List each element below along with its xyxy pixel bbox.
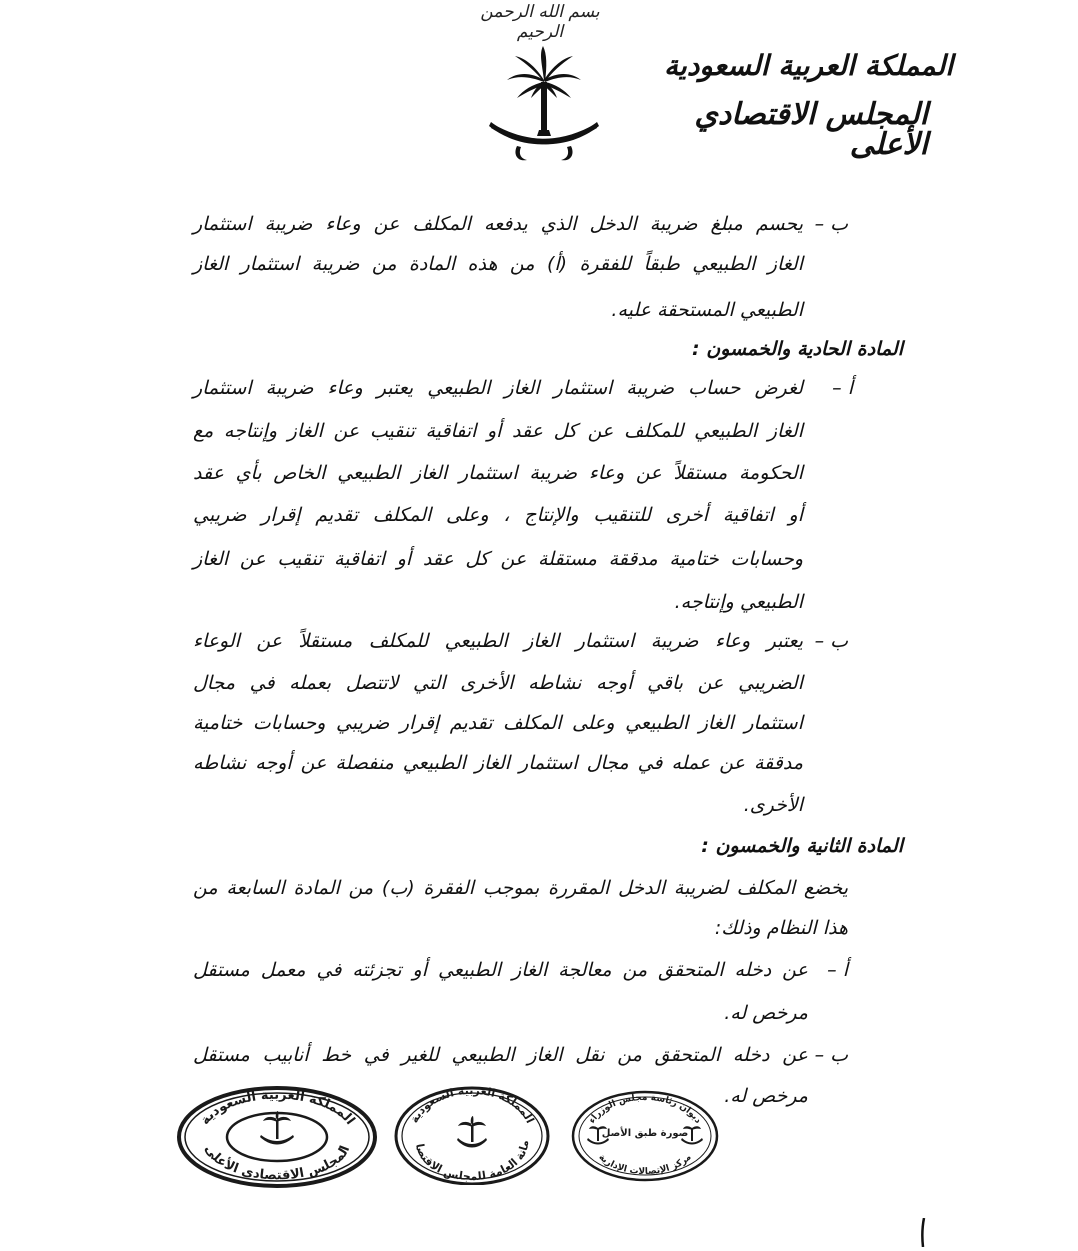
text-line: مدققة عن عمله في مجال استثمار الغاز الطبيعي منفصلة عن أوجه نشاطه [193,752,803,774]
text-line: الحكومة مستقلاً عن وعاء ضريبة استثمار الغاز الطبيعي الخاص بأي عقد [193,462,803,484]
seal-bottom-text: المجلس الاقتصادي الأعلى [201,1142,354,1184]
seal-middle-text: صورة طبق الأصل [601,1128,689,1139]
seal-top-text: المملكة العربية السعودية [197,1087,358,1128]
seal-bottom-text: مركز الإتصالات الإدارية [596,1152,694,1178]
text-line: عن دخله المتحقق من معالجة الغاز الطبيعي أو تجزئته في معمل مستقل [193,959,808,981]
text-line: أو اتفاقية أخرى للتنقيب والإنتاج ، وعلى المكلف تقديم إقرار ضريبي [193,504,803,526]
text-line: الطبيعي وإنتاجه. [674,591,803,613]
paragraph-marker: ب – [814,213,848,235]
article-51-heading: المادة الحادية والخمسون : [692,338,903,360]
text-line: يعتبر وعاء ضريبة استثمار الغاز الطبيعي للمكلف مستقلاً عن الوعاء [193,630,803,652]
text-line: يخضع المكلف لضريبة الدخل المقررة بموجب الفقرة (ب) من المادة السابعة من [193,877,848,899]
seal-top-text: المملكة العربية السعودية [407,1083,537,1126]
seal-council-of-ministers-diwan [570,1088,720,1187]
margin-mark [920,1218,928,1247]
palm-and-crossed-swords-emblem-icon [487,42,602,167]
paragraph-marker: أ – [832,377,853,399]
council-title: المجلس الاقتصادي الأعلى [694,97,928,162]
article-52-heading: المادة الثانية والخمسون : [701,835,903,857]
text-line: عن دخله المتحقق من نقل الغاز الطبيعي للغير في خط أنابيب مستقل [193,1044,808,1066]
paragraph-marker: ب – [814,630,848,652]
seal-general-secretariat [392,1080,552,1189]
text-line: استثمار الغاز الطبيعي وعلى المكلف تقديم إقرار ضريبي وحسابات ختامية [193,712,804,734]
paragraph-marker: أ – [827,959,848,981]
paragraph-marker: ب – [814,1044,848,1066]
text-line: مرخص له. [724,1002,808,1024]
seal-supreme-economic-council [175,1085,380,1194]
seal-bottom-text: مانة العامة للمجلس الاقتصادي [413,1139,532,1184]
text-line: الغاز الطبيعي طبقاً للفقرة (أ) من هذه المادة من ضريبة استثمار الغاز [193,253,803,275]
text-line: الضريبي عن باقي أوجه نشاطه الأخرى التي لاتتصل بعمله في مجال [193,672,803,694]
text-line: لغرض حساب ضريبة استثمار الغاز الطبيعي يعتبر وعاء ضريبة استثمار [193,377,803,399]
seal-top-text: ديوان رئاسة مجلس الوزراء [587,1093,703,1126]
text-line: الطبيعي المستحقة عليه. [611,299,803,321]
basmala: بسم الله الرحمن الرحيم [480,2,600,42]
palm-and-crossed-swords-emblem-icon [260,1111,294,1145]
text-line: الغاز الطبيعي للمكلف عن كل عقد أو اتفاقية تنقيب عن الغاز وإنتاجه مع [193,420,803,442]
text-line: وحسابات ختامية مدققة مستقلة عن كل عقد أو اتفاقية تنقيب عن الغاز [193,548,803,570]
text-line: يحسم مبلغ ضريبة الدخل الذي يدفعه المكلف عن وعاء ضريبة استثمار [193,213,803,235]
palm-and-crossed-swords-emblem-icon [457,1116,487,1148]
text-line: مرخص له. [724,1085,808,1107]
text-line: الأخرى. [743,794,803,816]
text-line: هذا النظام وذلك: [714,917,848,939]
kingdom-title: المملكة العربية السعودية [664,49,953,82]
